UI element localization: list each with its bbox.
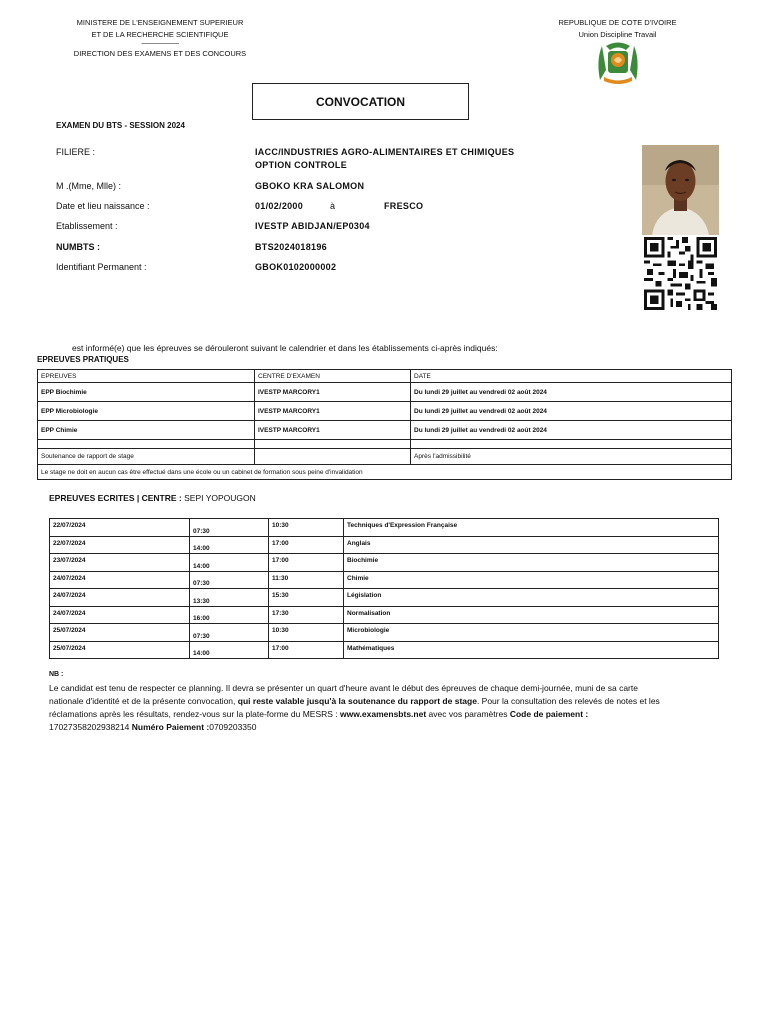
filiere-line1: IACC/INDUSTRIES AGRO-ALIMENTAIRES ET CHIMIQUES [255, 147, 515, 157]
republic-name: REPUBLIQUE DE COTE D'IVOIRE [558, 18, 677, 27]
coat-of-arms-icon [592, 40, 644, 84]
ecrites-title: EPREUVES ECRITES | [49, 493, 140, 503]
soutenance-row [38, 449, 732, 465]
pratiques-table [37, 369, 732, 480]
ecrites-table [49, 518, 719, 659]
table-row [50, 589, 719, 607]
convocation-title: CONVOCATION [252, 83, 469, 120]
exam-end: 17:30 [269, 606, 344, 624]
candidate-photo [642, 145, 719, 235]
exam-date: 24/07/2024 [50, 589, 190, 607]
birth-place: FRESCO [384, 201, 424, 211]
header-date: DATE [411, 370, 732, 383]
ministry-line3: DIRECTION DES EXAMENS ET DES CONCOURS [73, 49, 247, 58]
exam-subject: Anglais [344, 536, 719, 554]
exam-subject: Législation [344, 589, 719, 607]
exam-date: 24/07/2024 [50, 606, 190, 624]
candidate-name: GBOKO KRA SALOMON [255, 181, 365, 191]
ecrites-centre: SEPI YOPOUGON [184, 493, 256, 503]
qr-code-icon [642, 237, 719, 310]
pratiques-header-row [38, 370, 732, 383]
ministry-line2: ET DE LA RECHERCHE SCIENTIFIQUE [91, 29, 229, 39]
filiere-label: FILIERE : [56, 147, 96, 157]
exam-start: 07:30 [190, 624, 269, 642]
exam-subject: Biochimie [344, 554, 719, 572]
date-cell: Du lundi 29 juillet au vendredi 02 août 2024 [411, 421, 732, 440]
table-row [38, 383, 732, 402]
header-centre: CENTRE D'EXAMEN [255, 370, 411, 383]
stage-note-row [38, 465, 732, 480]
exam-subject: Microbiologie [344, 624, 719, 642]
birth-separator: à [330, 201, 336, 211]
date-cell: Du lundi 29 juillet au vendredi 02 août 2024 [411, 402, 732, 421]
stage-note: Le stage ne doit en aucun cas être effectué dans une école ou un cabinet de formation sous peine d'invalidation [38, 465, 732, 480]
soutenance-date: Après l'admissibilité [411, 449, 732, 465]
ecrites-heading [49, 493, 256, 503]
exam-subject: Normalisation [344, 606, 719, 624]
table-row [50, 536, 719, 554]
filiere-line2: OPTION CONTROLE [255, 160, 347, 170]
exam-end: 17:00 [269, 536, 344, 554]
empty-row [38, 440, 732, 449]
ministry-dots: ------------------------- [141, 41, 179, 47]
exam-start: 16:00 [190, 606, 269, 624]
centre-cell: IVESTP MARCORY1 [255, 383, 411, 402]
ministry-header [60, 17, 260, 60]
exam-end: 10:30 [269, 519, 344, 537]
numbts-value: BTS2024018196 [255, 242, 327, 252]
school-label: Etablissement : [56, 221, 118, 231]
school-value: IVESTP ABIDJAN/EP0304 [255, 221, 370, 231]
exam-end: 15:30 [269, 589, 344, 607]
table-row [50, 624, 719, 642]
exam-start: 14:00 [190, 641, 269, 659]
exam-website-link[interactable]: www.examensbts.net [340, 709, 427, 719]
nb-bold-1: qui reste valable jusqu'à la soutenance du rapport de stage [237, 696, 477, 706]
epreuve-cell: EPP Chimie [38, 421, 255, 440]
epreuve-cell: EPP Microbiologie [38, 402, 255, 421]
republic-header [545, 17, 690, 40]
soutenance-label: Soutenance de rapport de stage [38, 449, 255, 465]
pratiques-title: EPREUVES PRATIQUES [37, 355, 129, 364]
exam-subject: Chimie [344, 571, 719, 589]
table-row [50, 554, 719, 572]
exam-date: 23/07/2024 [50, 554, 190, 572]
centre-cell: IVESTP MARCORY1 [255, 402, 411, 421]
exam-date: 22/07/2024 [50, 519, 190, 537]
birth-label: Date et lieu naissance : [56, 201, 150, 211]
exam-start: 14:00 [190, 554, 269, 572]
name-label: M .(Mme, Mlle) : [56, 181, 121, 191]
nb-text-1: Le candidat est tenu de respecter ce planning. Il devra se présenter un quart d'heure avant le début des épreuves de chaque demi-journée, muni de sa carte nationale d'identité et de la présente convocation, [49, 683, 638, 706]
table-row [50, 571, 719, 589]
nb-text-2: . Pour la consultation des relevés de notes et les réclamations après les résultats, rendez-vous sur la plate-forme du MESRS : [49, 696, 660, 719]
exam-start: 14:00 [190, 536, 269, 554]
table-row [38, 402, 732, 421]
exam-subject: Mathématiques [344, 641, 719, 659]
nb-text-3: avec vos paramètres [428, 709, 508, 719]
nb-label: NB : [49, 671, 64, 678]
exam-date: 24/07/2024 [50, 571, 190, 589]
exam-subject: Techniques d'Expression Française [344, 519, 719, 537]
payment-code-label: Code de paiement : [509, 709, 589, 719]
permanent-id-value: GBOK0102000002 [255, 262, 337, 272]
republic-motto: Union Discipline Travail [578, 29, 657, 39]
ecrites-centre-label: CENTRE : [141, 493, 182, 503]
date-cell: Du lundi 29 juillet au vendredi 02 août 2024 [411, 383, 732, 402]
nb-paragraph [49, 682, 667, 734]
centre-cell: IVESTP MARCORY1 [255, 421, 411, 440]
exam-date: 22/07/2024 [50, 536, 190, 554]
exam-start: 13:30 [190, 589, 269, 607]
exam-title: EXAMEN DU BTS - SESSION 2024 [56, 121, 185, 130]
payment-number: 0709203350 [209, 722, 257, 732]
ministry-line1: MINISTERE DE L'ENSEIGNEMENT SUPERIEUR [76, 18, 244, 27]
exam-start: 07:30 [190, 519, 269, 537]
exam-end: 17:00 [269, 641, 344, 659]
exam-date: 25/07/2024 [50, 641, 190, 659]
numbts-label: NUMBTS : [56, 242, 100, 252]
header-epreuves: EPREUVES [38, 370, 255, 383]
soutenance-centre [255, 449, 411, 465]
exam-date: 25/07/2024 [50, 624, 190, 642]
payment-number-label: Numéro Paiement : [131, 722, 210, 732]
table-row [50, 606, 719, 624]
table-row [50, 641, 719, 659]
exam-end: 11:30 [269, 571, 344, 589]
permanent-id-label: Identifiant Permanent : [56, 262, 147, 272]
exam-end: 17:00 [269, 554, 344, 572]
table-row [50, 519, 719, 537]
payment-code: 17027358202938214 [49, 722, 130, 732]
table-row [38, 421, 732, 440]
birth-date: 01/02/2000 [255, 201, 304, 211]
exam-end: 10:30 [269, 624, 344, 642]
informed-text: est informé(e) que les épreuves se dérouleront suivant le calendrier et dans les établissements ci-après indiqués: [72, 343, 498, 353]
exam-start: 07:30 [190, 571, 269, 589]
epreuve-cell: EPP Biochimie [38, 383, 255, 402]
